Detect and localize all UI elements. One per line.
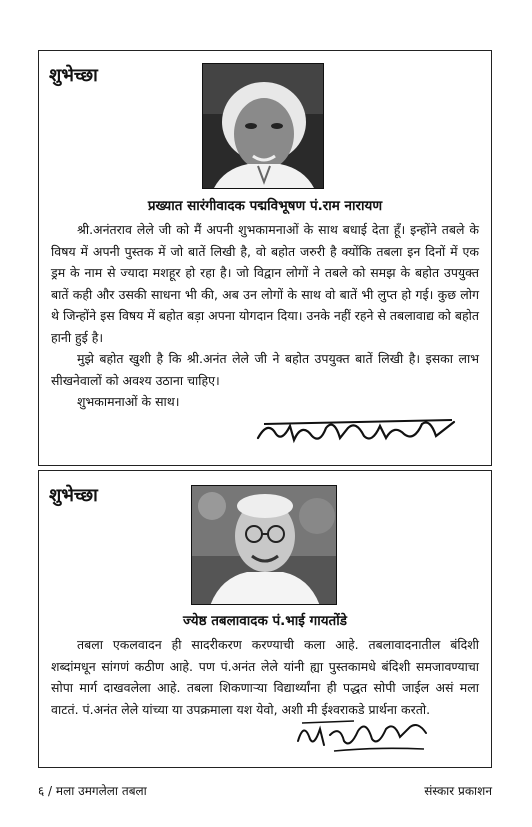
footer-publisher: संस्कार प्रकाशन (424, 784, 492, 798)
greeting-box-ram-narayan (38, 50, 492, 466)
paragraph: तबला एकलवादन ही सादरीकरण करण्याची कला आहे. तबलावादनातील बंदिशी शब्दांमधून सांगणं कठीण आहे. पण पं.अनंत लेले यांनी ह्या पुस्तकामधे बंदिशी समजावण्याचा सोपा मार्ग दाखवलेला आहे. तबला शिकणाऱ्या विद्यार्थ्यांना ही पद्धत सोपी जाईल असं मला वाटतं. पं.अनंत लेले यांच्या या उपक्रमाला यश येवो, अशी मी ईश्वराकडे प्रार्थना करतो. (51, 637, 479, 717)
section-heading: शुभेच्छा (49, 65, 98, 86)
signature-bhai-gaitonde (294, 711, 434, 759)
greeting-box-bhai-gaitonde (38, 470, 492, 768)
signature-ram-narayan (254, 416, 464, 452)
paragraph: मुझे बहोत खुशी है कि श्री.अनंत लेले जी ने बहोत उपयुक्त बातें लिखी है। इसका लाभ सीखनेवालों को अवश्य उठाना चाहिए। (51, 351, 479, 388)
paragraph: श्री.अनंतराव लेले जी को मैं अपनी शुभकामनाओं के साथ बधाई देता हूँ। इन्होंने तबले के विषय में अपनी पुस्तक में जो बातें लिखी है, वो बहोत जरुरी है क्योंकि तबला इन दिनों में एक ड्रम के नाम से ज्यादा मशहूर हो रहा है। जो विद्वान लोगों ने तबले को समझ के बहोत उपयुक्त बातें कही और उसकी साधना भी की, अब उन लोगों के साथ वो बातें भी लुप्त हो गई। कुछ लोग थे जिन्होंने इस विषय में बहोत बड़ा अपना योगदान दिया। उनके नहीं रहने से तबलावाद्य को बहोत हानी हुई है। (51, 222, 479, 345)
photo-caption: ज्येष्ठ तबलावादक पं.भाई गायतोंडे (183, 613, 347, 629)
greeting-text (51, 219, 479, 413)
footer-page-label: ६ / मला उमगलेला तबला (38, 784, 147, 798)
paragraph: शुभकामनाओं के साथ। (77, 394, 180, 409)
portrait-photo-ram-narayan (202, 63, 324, 189)
portrait-photo-bhai-gaitonde (191, 485, 337, 605)
section-heading: शुभेच्छा (49, 485, 98, 506)
photo-caption: प्रख्यात सारंगीवादक पद्मविभूषण पं.राम नारायण (147, 198, 383, 214)
greeting-text (51, 634, 479, 720)
